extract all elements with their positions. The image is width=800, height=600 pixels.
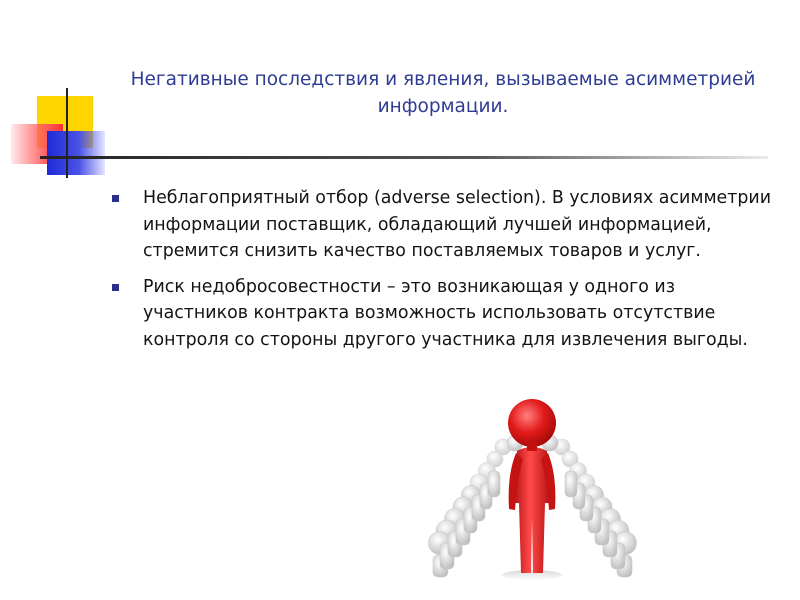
bullet-text: Неблагоприятный отбор (adverse selection). В условиях асимметрии информации поставщик, обладающий лучшей информацией, стремится снизить качество поставляемых товаров и услуг. <box>143 188 772 261</box>
bullet-item-adverse-selection <box>108 185 778 265</box>
decor-vertical-line <box>66 88 68 178</box>
decor-blue-square <box>47 131 105 175</box>
bullet-text: Риск недобросовестности – это возникающая у одного из участников контракта возможность использовать отсутствие контроля со стороны другого участника для извлечения выгоды. <box>143 276 748 350</box>
square-bullet-icon <box>112 284 119 291</box>
red-leader-figure <box>502 399 562 580</box>
title-underline <box>40 156 768 159</box>
leader-crowd-illustration <box>425 385 640 583</box>
slide-title: Негативные последствия и явления, вызываемые асимметрией информации. <box>130 69 756 117</box>
bullet-list <box>108 185 778 362</box>
square-bullet-icon <box>112 195 119 202</box>
bullet-item-moral-hazard <box>108 274 778 354</box>
